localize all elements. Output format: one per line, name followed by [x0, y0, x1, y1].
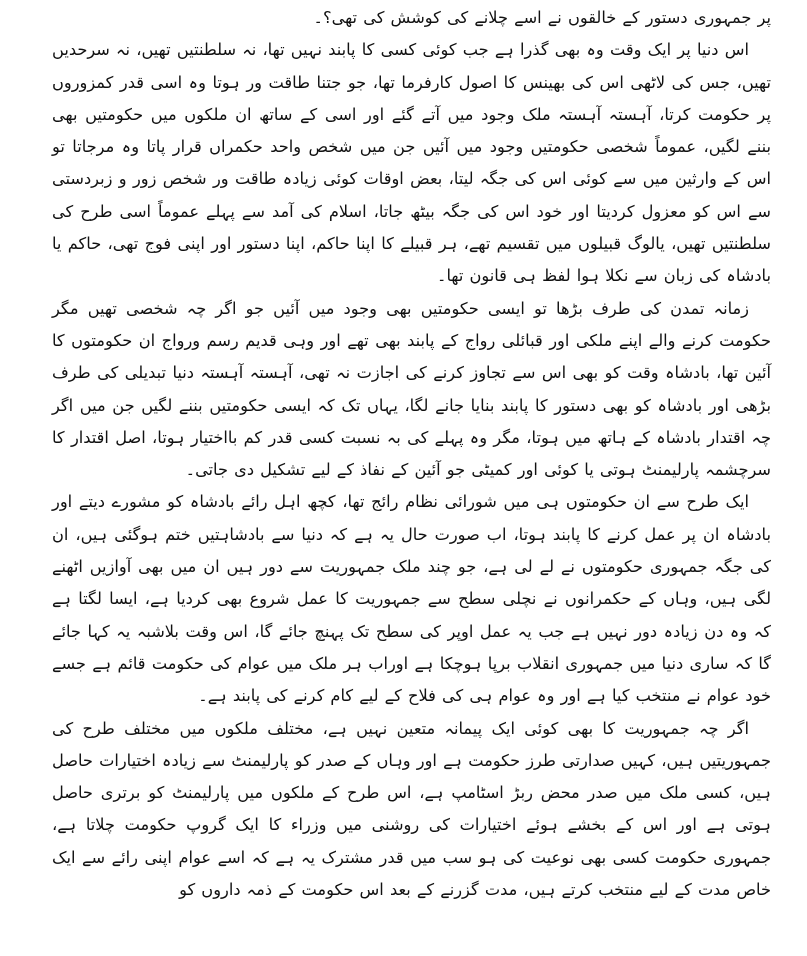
paragraph-early-rule: اس دنیا پر ایک وقت وہ بھی گذرا ہے جب کوئی کسی کا پابند نہیں تھا، نہ سلطنتیں تھیں، نہ سرحدیں تھیں، جس کی لاٹھی اس کی بھینس کا اصول کارفرما تھا، جو جتنا طاقت ور ہوتا وہ اسی قدر کمزوروں پر حکومت کرتا، آہستہ آہستہ ملک وجود میں آتے گئے اور اسی کے ساتھ ان ملکوں میں حکومتیں بھی بننے لگیں، عموماً شخصی حکومتیں وجود میں آئیں جن میں شخص واحد حکمراں قرار پاتا وہ مرجاتا تو اس کے وارثین میں سے کوئی اس کی جگہ لیتا، بعض اوقات کوئی زیادہ طاقت ور شخص زور و زبردستی سے اس کو معزول کردیتا اور خود اس کی جگہ بیٹھ جاتا، اسلام کی آمد سے پہلے عموماً اسی طرح کی سلطنتیں تھیں، یالوگ قبیلوں میں تقسیم تھے، ہر قبیلے کا اپنا حاکم، اپنا دستور اور اپنی فوج تھی، حاکم یا بادشاہ کی زبان سے نکلا ہوا لفظ ہی قانون تھا۔ — [52, 40, 771, 286]
paragraph-civilization-governments: زمانہ تمدن کی طرف بڑھا تو ایسی حکومتیں بھی وجود میں آئیں جو اگر چہ شخصی تھیں مگر حکومت کرنے والے اپنے ملکی اور قبائلی رواج کے پابند بھی تھے اور وہی قدیم رسم ورواج ان حکومتوں کا آئین تھا، بادشاہ وقت کو بھی اس سے تجاوز کرنے کی اجازت نہ تھی، آہستہ آہستہ دنیا تبدیلی کی طرف بڑھی اور بادشاہ کو بھی دستور کا پابند بنایا جانے لگا، یہاں تک کہ ایسی حکومتیں بننے لگیں جن میں اگر چہ اقتدار بادشاہ کے ہاتھ میں ہوتا، مگر وہ پہلے کی بہ نسبت کسی قدر کم بااختیار ہوتا، اصل اقتدار کا سرچشمہ پارلیمنٹ ہوتی یا کوئی اور کمیٹی جو آئین کے نفاذ کے لیے تشکیل دی جاتی۔ — [52, 298, 771, 480]
paragraph-continued-question: پر جمہوری دستور کے خالقوں نے اسے چلانے کی کوشش کی تھی؟۔ — [313, 8, 771, 27]
paragraph-shura-democracy: ایک طرح سے ان حکومتوں ہی میں شورائی نظام رائج تھا، کچھ اہل رائے بادشاہ کو مشورے دیتے اور بادشاہ ان پر عمل کرنے کا پابند ہوتا، اب صورت حال یہ ہے کہ دنیا سے بادشاہتیں ختم ہوگئی ہیں، ان کی جگہ جمہوری حکومتوں نے لے لی ہے، جو چند ملک جمہوریت سے دور ہیں ان میں بھی آوازیں اٹھنے لگی ہیں، وہاں کے حکمرانوں نے نچلی سطح سے جمہوریت کا عمل شروع بھی کردیا ہے، ایسا لگتا ہے کہ وہ دن زیادہ دور نہیں ہے جب یہ عمل اوپر کی سطح تک پہنچ جائے گا، اس وقت بلاشبہ یہ کہا جائے گا کہ ساری دنیا میں جمہوری انقلاب برپا ہوچکا ہے اوراب ہر ملک میں عوام کی حکومت قائم ہے جسے خود عوام نے منتخب کیا ہے اور وہ عوام ہی کی فلاح کے لیے کام کرنے کی پابند ہے۔ — [52, 492, 771, 706]
paragraph-forms-of-democracy: اگر چہ جمہوریت کا بھی کوئی ایک پیمانہ متعین نہیں ہے، مختلف ملکوں میں مختلف طرح کی جمہوریتیں ہیں، کہیں صدارتی طرز حکومت ہے اور وہاں کے صدر کو پارلیمنٹ سے زیادہ اختیارات حاصل ہیں، کسی ملک میں صدر محض ربڑ اسٹامپ ہے، اس طرح کے ملکوں میں پارلیمنٹ کو برتری حاصل ہوتی ہے اور اس کے بخشے ہوئے اختیارات کی روشنی میں وزراء کا ایک گروپ حکومت چلاتا ہے، جمہوری حکومت کسی بھی نوعیت کی ہو سب میں قدر مشترک یہ ہے کہ اسے عوام اپنی رائے سے ایک خاص مدت کے لیے منتخب کرتے ہیں، مدت گزرنے کے بعد اس حکومت کے ذمہ داروں کو — [52, 718, 771, 900]
